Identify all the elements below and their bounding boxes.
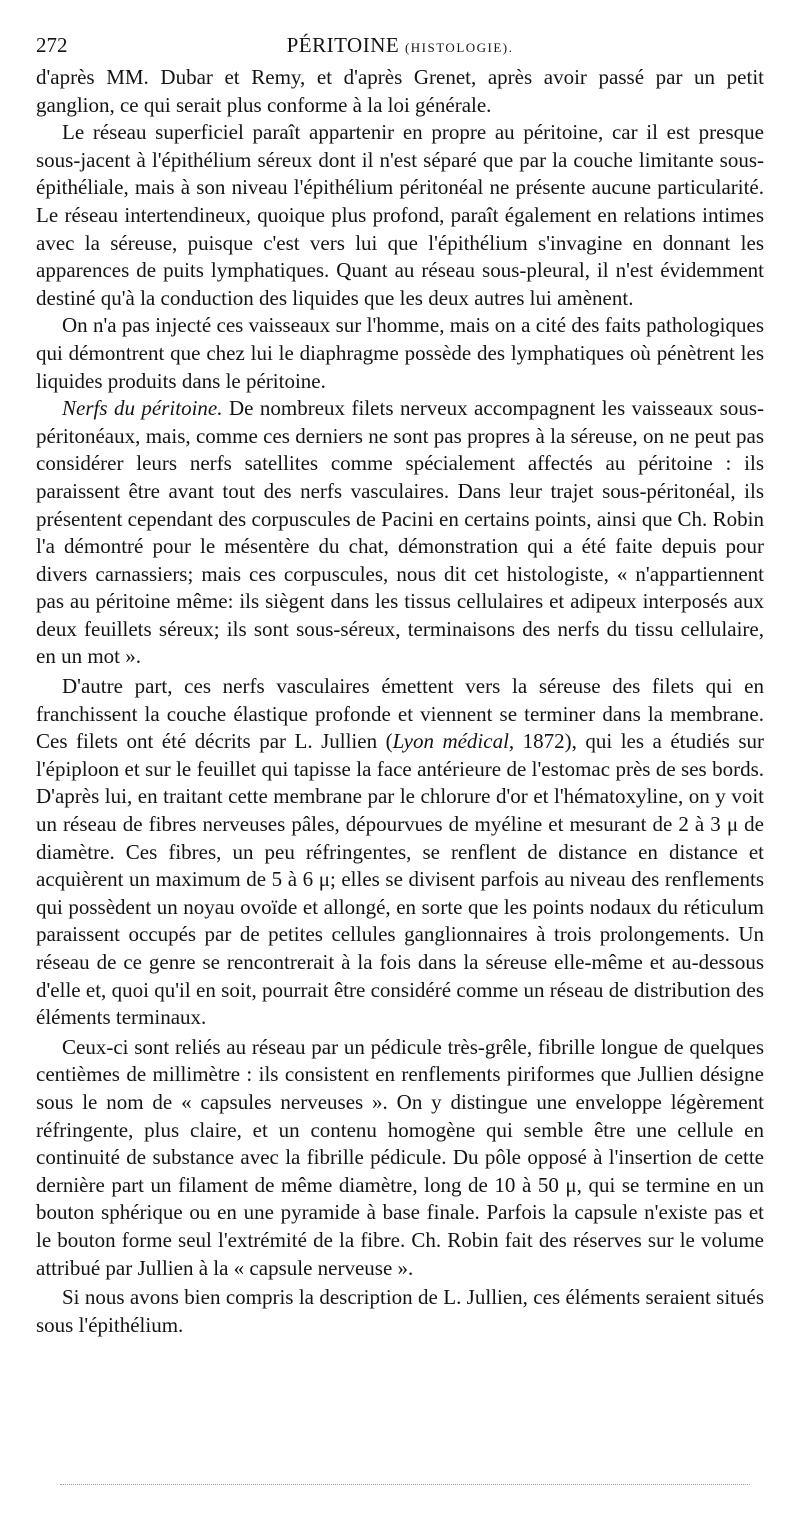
section-heading-nerfs: Nerfs du péritoine. (62, 396, 223, 421)
running-title (36, 28, 764, 65)
paragraph-4-text: De nombreux filets nerveux accompagnent les vaisseaux sous-péritonéaux, mais, comme ces derniers ne sont pas propres à la séreuse, on ne peut pas considérer leurs nerfs satellites comme spécialement affectés au péritoine : ils paraissent être avant tout des nerfs vasculaires. Dans leur trajet sous-péritonéal, ils présentent cependant des corpuscules de Pacini en certains points, ainsi que Ch. Robin l'a démontré pour le mésentère du chat, démonstration qui a été faite depuis pour divers carnassiers; mais ces corpuscules, nous dit cet histologiste, « n'appartiennent pas au péritoine même: ils siègent dans les tissus cellulaires et adipeux interposés aux deux feuillets séreux; ils sont sous-séreux, terminaisons des nerfs du tissu cellulaire, en un mot ». (36, 396, 765, 669)
running-header (36, 28, 764, 62)
paragraph-7: Si nous avons bien compris la description de L. Jullien, ces éléments seraient situés sous l'épithélium. (36, 1285, 764, 1337)
paragraph-3: On n'a pas injecté ces vaisseaux sur l'homme, mais on a cité des faits pathologiques qui démontrent que chez lui le diaphragme possède des lymphatiques où pénètrent les liquides produits dans le péritoine. (36, 313, 764, 393)
paragraph-1: d'après MM. Dubar et Remy, et d'après Grenet, après avoir passé par un petit ganglion, ce qui serait plus conforme à la loi générale. (36, 65, 764, 117)
page-number: 272 (36, 33, 68, 57)
paragraph-2: Le réseau superficiel paraît appartenir en propre au péritoine, car il est presque sous-jacent à l'épithélium séreux dont il n'est séparé que par la couche limitante sous-épithéliale, mais à son niveau l'épithélium péritonéal ne présente aucune particularité. Le réseau intertendineux, quoique plus profond, paraît également en relations intimes avec la séreuse, puisque c'est vers lui que l'épithélium s'invagine en donnant les apparences de puits lymphatiques. Quant au réseau sous-pleural, il n'est évidemment destiné qu'à la conduction des liquides que les deux autres lui amènent. (36, 120, 764, 310)
paragraph-6: Ceux-ci sont reliés au réseau par un pédicule très-grêle, fibrille longue de quelques centièmes de millimètre : ils consistent en renflements piriformes que Jullien désigne sous le nom de « capsules nerveuses ». On y distingue une enveloppe légèrement réfringente, plus claire, et un contenu homogène qui semble être une cellule en continuité de substance avec la fibrille pédicule. Du pôle opposé à l'insertion de cette dernière part un filament de même diamètre, long de 10 à 50 μ, qui se termine en un bouton sphérique ou en une pyramide à base finale. Parfois la capsule n'existe pas et le bouton forme seul l'extrémité de la fibre. Ch. Robin fait des réserves sur le volume attribué par Jullien à la « capsule nerveuse ». (36, 1034, 764, 1280)
citation-lyon-medical: Lyon médical, (392, 729, 515, 754)
paragraph-5-part-b: 1872), qui les a étudiés sur l'épiploon et sur le feuillet qui tapisse la face antérieure de l'estomac près de ses bords. D'après lui, en traitant cette membrane par le chlorure d'or et l'hématoxyline, on y voit un réseau de fibres nerveuses pâles, dépourvues de myéline et mesurant de 2 à 3 μ de diamètre. Ces fibres, un peu réfringentes, se renflent de distance en distance et acquièrent un maximum de 5 à 6 μ; elles se divisent parfois au niveau des renflements qui possèdent un noyau ovoïde et allongé, en sorte que les points nodaux du réticulum paraissent occupés par de petites cellules ganglionnaires à trois prolongements. Un réseau de ce genre se rencontrerait à la fois dans la séreuse elle-même et au-dessous d'elle et, quoi qu'il en soit, pourrait être considéré comme un réseau de distribution des éléments terminaux. (36, 729, 764, 1030)
page-body (36, 64, 764, 1339)
footer-dotted-rule (60, 1484, 750, 1485)
paragraph-4 (36, 395, 764, 671)
running-title-section: (HISTOLOGIE). (404, 40, 514, 55)
running-title-main: PÉRITOINE (286, 33, 400, 57)
paragraph-5-part-a: D'autre part, ces nerfs vasculaires émettent vers la séreuse des filets qui en franchissent la couche élastique profonde et viennent se terminer dans la membrane. Ces filets ont été décrits par L. Jullien ( (36, 674, 764, 754)
paragraph-5 (36, 673, 764, 1032)
